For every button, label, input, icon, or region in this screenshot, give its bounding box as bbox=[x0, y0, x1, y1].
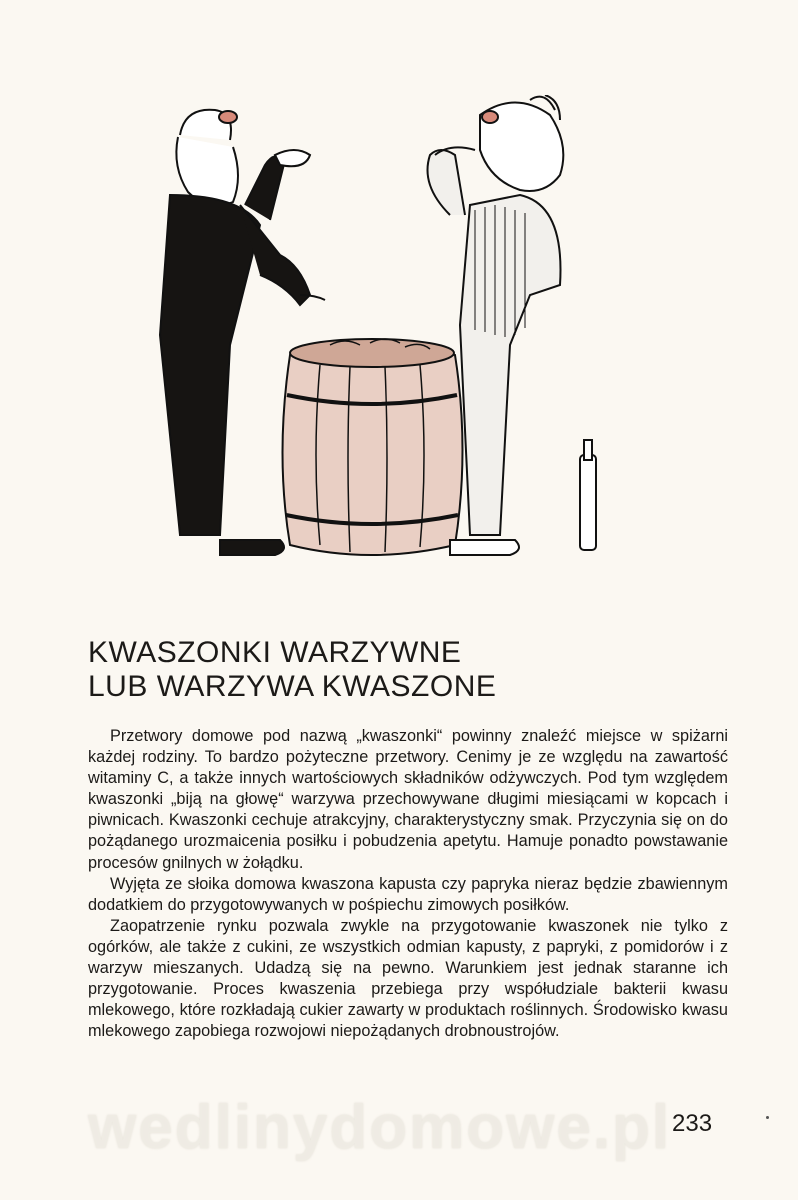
body-text bbox=[88, 726, 728, 1042]
paragraph-1: Przetwory domowe pod nazwą „kwaszonki“ powinny znaleźć miejsce w spiżarni każdej rodziny. To bardzo pożyteczne przetwory. Cenimy je ze względu na zawartość witaminy C, a także innych wartościowych składników odżywczych. Pod tym względem kwaszonki „biją na głowę“ warzywa przechowywane długimi miesiącami w kopcach i piwnicach. Kwaszonki cechuje atrakcyjny, charakterystyczny smak. Przyczynia się on do pożądanego urozmaicenia posiłku i pobudzenia apetytu. Hamuje ponadto powstawanie procesów gnilnych w żołądku. bbox=[88, 727, 728, 872]
barrel bbox=[283, 339, 463, 555]
heading-line-2: LUB WARZYWA KWASZONE bbox=[88, 670, 497, 703]
heading-line-1: KWASZONKI WARZYWNE bbox=[88, 636, 462, 669]
paragraph-3: Zaopatrzenie rynku pozwala zwykle na przygotowanie kwaszonek nie tylko z ogórków, ale także z cukini, ze wszystkich odmian kapusty, z papryki, z pomidorów i z warzyw mieszanych. Udadzą się na pewno. Warunkiem jest jednak staranne ich przygotowanie. Proces kwaszenia przebiega przy współudziale bakterii kwasu mlekowego, które rozkładają cukier zawarty w produktach roślinnych. Środowisko kwasu mlekowego zapobiega rozwojowi niepożądanych drobnoustrojów. bbox=[88, 916, 728, 1041]
watermark: wedlinydomowe.pl bbox=[88, 1093, 672, 1162]
margin-dot bbox=[766, 1116, 769, 1119]
page-number: 233 bbox=[672, 1110, 713, 1137]
paragraph-2: Wyjęta ze słoika domowa kwaszona kapusta czy papryka nieraz będzie zbawiennym dodatkiem do przygotowywanych w pośpiechu zimowych posiłków. bbox=[88, 874, 728, 914]
section-heading bbox=[88, 636, 728, 704]
cartoon-illustration bbox=[150, 95, 630, 565]
